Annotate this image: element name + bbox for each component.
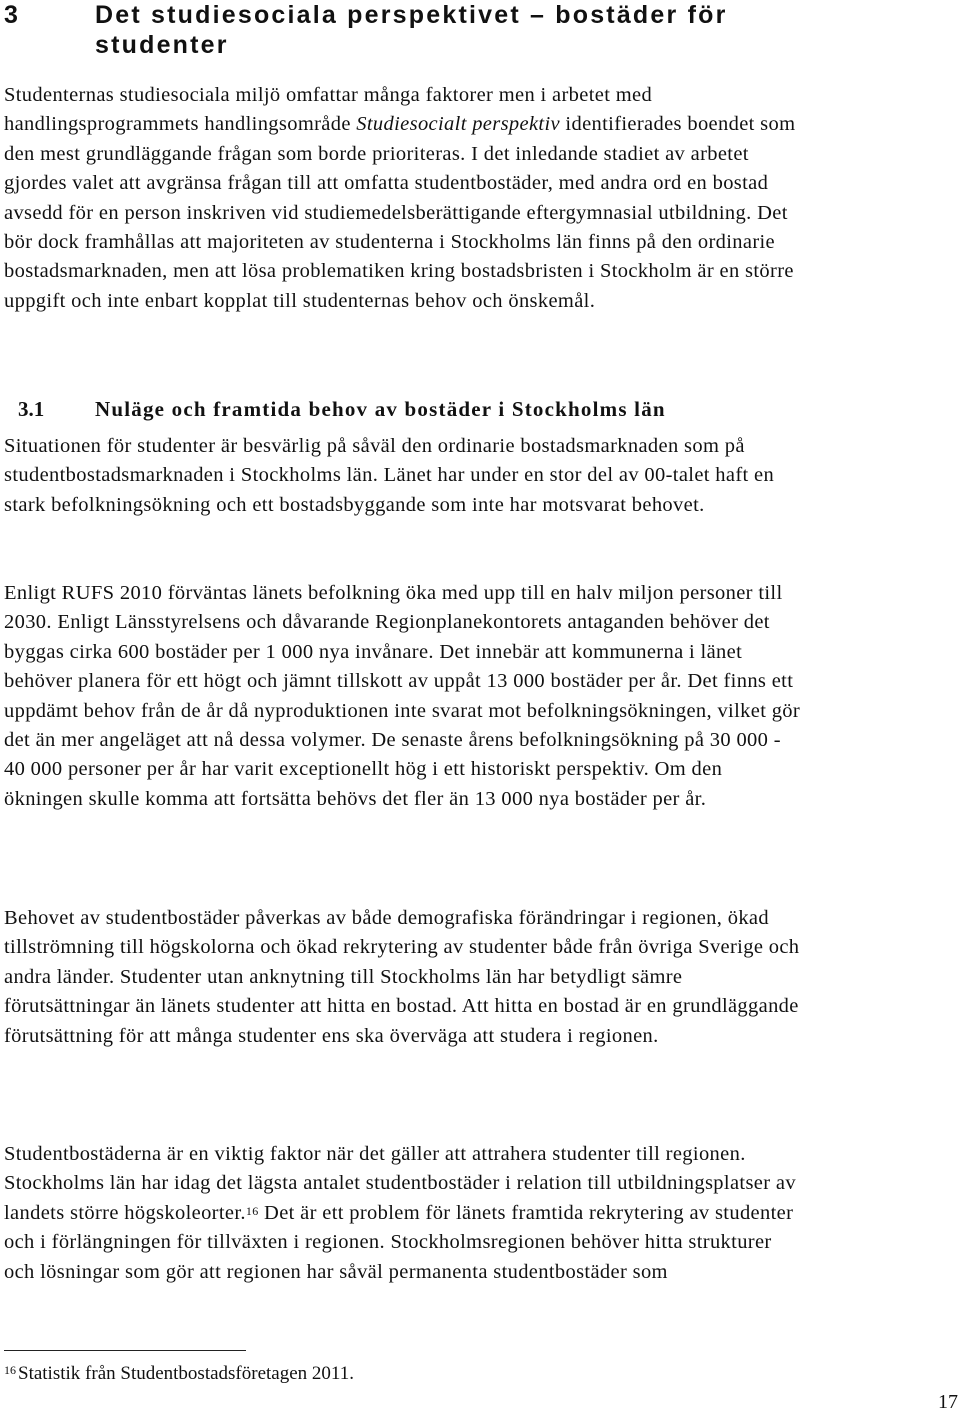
paragraph-attraction [4, 1140, 804, 1287]
footnote-divider [4, 1350, 246, 1351]
footnote [4, 1362, 354, 1386]
chapter-title-line2: studenter [95, 31, 229, 59]
intro-text-end: identifierades boendet som den mest grundläggande frågan som borde prioriteras. I det inledande stadiet av arbetet gjordes valet att avgränsa frågan till att omfatta studentbostäder, med andra ord en bostad avsedd för en person inskriven vid studiemedelsberättigande eftergymnasial utbildning. Det bör dock framhållas att majoriteten av studenterna i Stockholms län finns på den ordinarie bostadsmarknaden, men att lösa problematiken kring bostadsbristen i Stockholm är en större uppgift och inte enbart kopplat till studenternas behov och önskemål. [4, 113, 796, 312]
intro-paragraph [4, 81, 804, 316]
paragraph-rufs: Enligt RUFS 2010 förväntas länets befolkning öka med upp till en halv miljon personer till 2030. Enligt Länsstyrelsens och dåvarande Regionplanekontorets antaganden behöver det byggas cirka 600 bostäder per 1 000 nya invånare. Det innebär att kommunerna i länet behöver planera för ett högt och jämnt tillskott av uppåt 13 000 bostäder per år. Det finns ett uppdämt behov från de år då nyproduktionen inte svarat mot befolkningsökningen, vilket gör det än mer angeläget att nå dessa volymer. De senaste årens befolkningsökning på 30 000 - 40 000 personer per år har varit exceptionellt hög i ett historiskt perspektiv. Om den ökningen skulle komma att fortsätta behövs det fler än 13 000 nya bostäder per år. [4, 582, 801, 810]
section-heading [18, 394, 918, 424]
intro-italic-term: Studiesocialt perspektiv [356, 113, 560, 136]
chapter-title-line1: Det studiesociala perspektivet – bostäder för [95, 1, 728, 29]
footnote-text: Statistik från Studentbostadsföretagen 2011. [18, 1363, 354, 1384]
section-number: 3.1 [18, 397, 45, 421]
paragraph-attraction-start: Studentbostäderna är en viktig faktor när det gäller att attrahera studenter till regionen. Stockholms län har idag det lägsta antalet studentbostäder i relation till utbildningsplatser av landets större högskoleorter. [4, 1143, 796, 1224]
paragraph-attraction-end: Det är ett problem för länets framtida rekrytering av studenter och i förlängningen för tillväxten i regionen. Stockholmsregionen behöver hitta strukturer och lösningar som gör att regionen har såväl permanenta studentbostäder som [4, 1201, 794, 1283]
footnote-reference[interactable]: 16 [245, 1203, 259, 1218]
intro-text-start: Studenternas studiesociala miljö omfattar många faktorer men i arbetet med handlingsprogrammets handlingsområde [4, 84, 653, 136]
paragraph-situation: Situationen för studenter är besvärlig på såväl den ordinarie bostadsmarknaden som på studentbostadsmarknaden i Stockholms län. Länet har under en stor del av 00-talet haft en stark befolkningsökning och ett bostadsbyggande som inte har motsvarat behovet. [4, 435, 775, 516]
footnote-number: 16 [4, 1363, 16, 1377]
page-number: 17 [938, 1391, 958, 1413]
paragraph-demand: Behovet av studentbostäder påverkas av både demografiska förändringar i regionen, ökad tillströmning till högskolorna och ökad rekrytering av studenter både från övriga Sverige och andra länder. Studenter utan anknytning till Stockholms län har betydligt sämre förutsättningar än länets studenter att hitta en bostad. Att hitta en bostad är en grundläggande förutsättning för att många studenter ens ska överväga att studera i regionen. [4, 907, 800, 1047]
chapter-heading [4, 0, 904, 60]
chapter-number: 3 [4, 1, 18, 29]
section-title: Nuläge och framtida behov av bostäder i Stockholms län [95, 397, 666, 421]
